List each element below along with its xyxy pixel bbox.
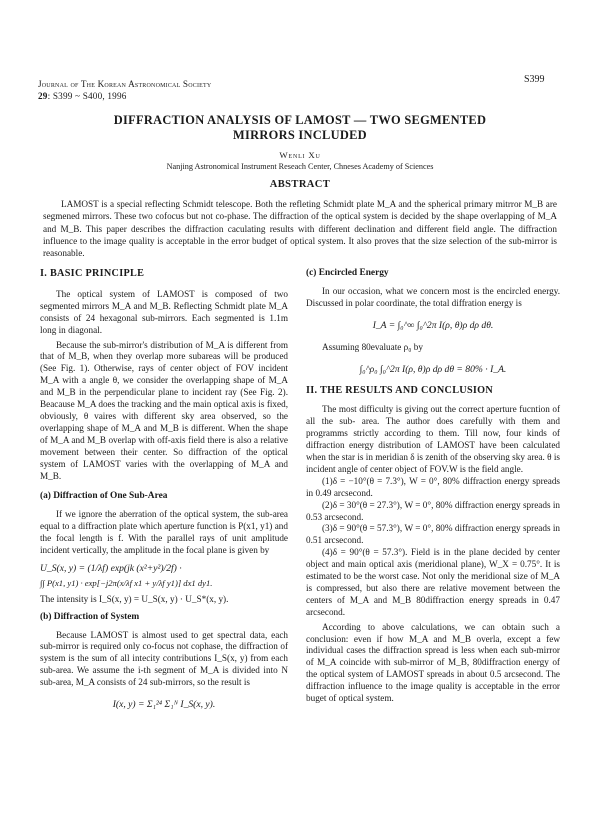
- subsection-b-heading: (b) Diffraction of System: [40, 611, 140, 622]
- subsection-a-heading: (a) Diffraction of One Sub-Area: [40, 491, 168, 502]
- section-2-heading: II. THE RESULTS AND CONCLUSION: [306, 385, 494, 397]
- result-2: (2)δ = 30°(θ = 27.3°), W = 0°, 80% diffraction energy spreads in 0.53 arcsecond.: [306, 499, 560, 522]
- left-column: [40, 268, 288, 711]
- abstract-heading: ABSTRACT: [269, 179, 331, 190]
- paragraph-overlap: Because the sub-mirror's distribution of M_A is different from that of M_B, when they overlap more subareas will be produced (See Fig. 1). Otherwise, rays of center object of FOV incident M_A with a angle θ, we consider the overlapping shape of M_A and M_B in the perpendicular plane to incident ray (See Fig. 2). Beacause M_A does the tracking and the main optical axis is fixed, obviously, θ vaires with different sky area observed, so the overlapping shape of M_A and M_B is different. When the shape of M_A and M_B overlap with off-axis field there is also a relative movement between their center. So diffraction of the optical system of LAMOST varies with the overlapping of M_A and M_B.: [40, 339, 288, 481]
- paragraph-intensity: The intensity is I_S(x, y) = U_S(x, y) · U_S*(x, y).: [40, 593, 229, 604]
- journal-citation: [38, 79, 211, 102]
- journal-volume-line: [38, 91, 211, 103]
- paragraph-system-diffraction: Because LAMOST is almost used to get spectral data, each sub-mirror is required only co-focus not cophase, the diffraction of system is the sum of all intecity contributions I_S(x, y) from each sub-area. We assume the i-th segment of M_A is divided into N sub-area, M_A consists of 24 sub-mirrors, so the result is: [40, 629, 288, 688]
- journal-pages: : S399 ~ S400, 1996: [47, 90, 127, 101]
- paragraph-difficulty: The most difficulty is giving out the correct aperture fucntion of all the sub- area. The author does carefully with them and programms strictly according to them. Till now, four kinds of diffraction energy distribution of LAMOST have been calculated when the star is in meridian δ is zenith of the observing sky area. θ is incident angle of center object of FOV.W is the field angle.: [306, 404, 560, 474]
- page-number: S399: [524, 74, 545, 85]
- right-column: [306, 268, 560, 705]
- result-1: (1)δ = −10°(θ = 7.3°), W = 0°, 80% diffraction energy spreads in 0.49 arcsecond.: [306, 475, 560, 498]
- result-4: (4)δ = 90°(θ = 57.3°). Field is in the plane decided by center object and main optical axis (meridional plane), W_X = 0.75°. It is estimated to be the worst case. Not only the meridional size of M_A is compressed, but also there are relative movement between the centers of M_A and M_B 80diffraction energy spreads in 0.47 arcsecond.: [306, 547, 560, 617]
- paper-title: [60, 113, 540, 142]
- equation-amplitude-line-2: ∫∫ P(x1, y1) · exp[−j2π(x/λf x1 + y/λf y1)] dx1 dy1.: [40, 577, 213, 588]
- result-3: (3)δ = 90°(θ = 57.3°), W = 0°, 80% diffraction energy spreads in 0.51 arcsecond.: [306, 523, 560, 546]
- equation-80-percent: ∫₀^ρ₀ ∫₀^2π I(ρ, θ)ρ dρ dθ = 80% · I_A.: [359, 363, 507, 375]
- paragraph-conclusion: According to above calculations, we can obtain such a conclusion: even if how M_A and M_B overla, except a few individual cases the diffraction spread is less when each sub-mirror of M_A coincide with sub-mirror of M_B, 80diffraction energy of the optical system of LAMOST spreads in about 0.5 arcsecond. The diffraction influence to the image quality is acceptable in the error buget of optical system.: [306, 621, 560, 704]
- equation-amplitude: [40, 563, 288, 590]
- paragraph-assuming: Assuming 80evaluate ρ₀ by: [322, 341, 423, 352]
- title-line-2: MIRRORS INCLUDED: [233, 127, 367, 142]
- paragraph-optical-system: The optical system of LAMOST is composed of two segmented mirrors M_A and M_B. Reflecting Schmidt plate M_A consists of 24 hexagonal sub-mirrors. Each segmented is 1.1m long in diagonal.: [40, 288, 288, 335]
- equation-amplitude-line-1: U_S(x, y) = (1/λf) exp(jk (x²+y²)/2f) ·: [40, 562, 182, 574]
- paragraph-encircled: In our occasion, what we concern most is the encircled energy. Discussed in polar coordinate, the total diffration energy is: [306, 285, 560, 308]
- equation-sum: I(x, y) = Σ₁²⁴ Σ₁ᴺ I_S(x, y).: [112, 699, 216, 711]
- section-1-heading: I. BASIC PRINCIPLE: [40, 268, 145, 279]
- abstract-text: LAMOST is a special reflecting Schmidt telescope. Both the refleting Schmidt plate M_A and the spherical primary mitrror M_B are segmened mirrors. These two cofocus but not co-phase. The diffraction of the optical system is decided by the shape overlapping of M_A and M_B. This paper describes the diffraction caculating results with different declination and different field angle. The diffraction influence to the image quality is acceptable in the error budget of optical system. It also proves that the size selection of the sub-mirror is reasonable.: [43, 199, 557, 259]
- title-line-1: DIFFRACTION ANALYSIS OF LAMOST — TWO SEGMENTED: [113, 113, 487, 127]
- subsection-c-heading: (c) Encircled Energy: [306, 268, 389, 278]
- journal-volume: 29: [38, 90, 48, 101]
- author-name: Wenli Xu: [279, 150, 321, 160]
- journal-name: Journal of The Korean Astronomical Society: [38, 79, 212, 89]
- paragraph-aperture: If we ignore the aberration of the optical system, the sub-area equal to a diffraction plate which aperture function is P(x1, y1) and the focal length is f. With the parallel rays of unit amplitude incident vertically, the amplitude in the focal plane is given by: [40, 509, 288, 556]
- equation-total-energy: I_A = ∫₀^∞ ∫₀^2π I(ρ, θ)ρ dρ dθ.: [372, 319, 494, 331]
- author-affiliation: Nanjing Astronomical Instrument Reseach Center, Chneses Academy of Sciences: [166, 162, 434, 171]
